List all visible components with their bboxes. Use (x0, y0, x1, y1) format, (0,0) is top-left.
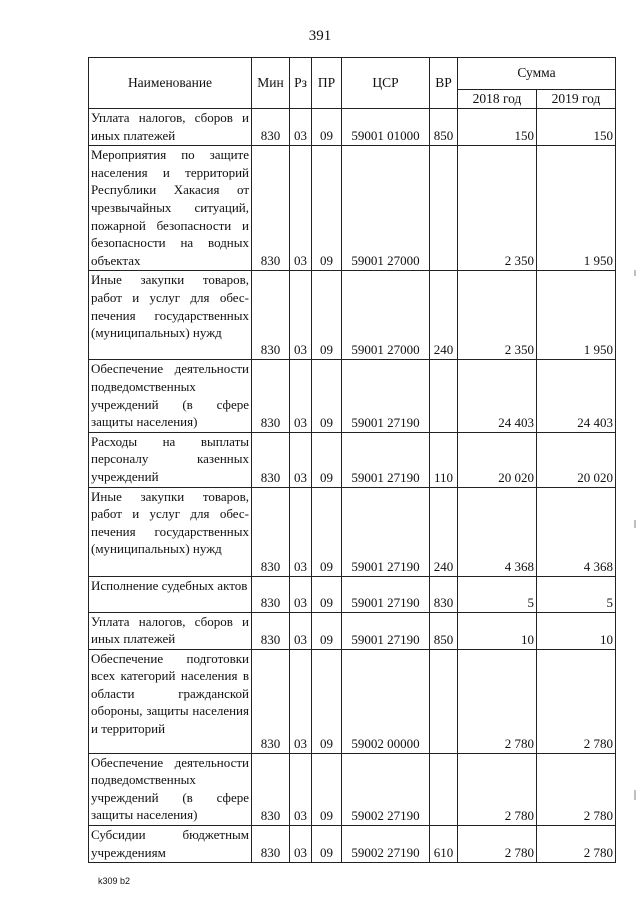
row-pr: 09 (312, 612, 342, 649)
row-2018: 2 780 (458, 649, 537, 753)
header-name: Наименование (89, 58, 252, 109)
row-rz: 03 (290, 649, 312, 753)
row-pr: 09 (312, 753, 342, 825)
row-csr: 59001 27190 (342, 432, 430, 487)
row-pr: 09 (312, 271, 342, 360)
row-2018: 10 (458, 612, 537, 649)
row-vr: 830 (430, 576, 458, 612)
table-row (89, 109, 616, 146)
row-csr: 59001 27190 (342, 487, 430, 576)
row-pr: 09 (312, 576, 342, 612)
header-min: Мин (252, 58, 290, 109)
row-name: Иные закупки товаров, работ и услуг для обеспечения государственных (муниципальных) нужд (89, 271, 252, 360)
row-2018: 2 350 (458, 271, 537, 360)
row-min: 830 (252, 753, 290, 825)
row-min: 830 (252, 649, 290, 753)
row-name: Обеспечение деятельности подведомственных учреждений (в сфере защиты населения) (89, 753, 252, 825)
row-name: Уплата налогов, сборов и иных платежей (89, 612, 252, 649)
row-min: 830 (252, 487, 290, 576)
header-vr: ВР (430, 58, 458, 109)
row-min: 830 (252, 576, 290, 612)
row-2019: 2 780 (537, 826, 616, 863)
row-rz: 03 (290, 487, 312, 576)
header-csr: ЦСР (342, 58, 430, 109)
row-2018: 20 020 (458, 432, 537, 487)
row-name: Исполнение судебных актов (89, 576, 252, 612)
row-csr: 59002 27190 (342, 826, 430, 863)
row-pr: 09 (312, 826, 342, 863)
row-2019: 20 020 (537, 432, 616, 487)
table-row (89, 753, 616, 825)
row-2018: 5 (458, 576, 537, 612)
row-csr: 59001 27190 (342, 360, 430, 432)
table-row (89, 576, 616, 612)
table-row (89, 146, 616, 271)
row-rz: 03 (290, 753, 312, 825)
scan-edge-mark (634, 520, 636, 528)
header-year-2019: 2019 год (537, 90, 616, 109)
row-pr: 09 (312, 432, 342, 487)
row-2019: 2 780 (537, 649, 616, 753)
row-vr (430, 753, 458, 825)
table-row (89, 649, 616, 753)
row-rz: 03 (290, 146, 312, 271)
table-row (89, 360, 616, 432)
row-name: Субсидии бюджетным учреждениям (89, 826, 252, 863)
row-csr: 59001 27190 (342, 612, 430, 649)
header-pr: ПР (312, 58, 342, 109)
row-csr: 59002 00000 (342, 649, 430, 753)
row-min: 830 (252, 360, 290, 432)
row-vr: 850 (430, 612, 458, 649)
row-min: 830 (252, 612, 290, 649)
scan-edge-mark (634, 270, 636, 276)
row-name: Мероприятия по защите населения и территорий Республики Хакасия от чрезвычайных ситуаций, пожарной безопасности и безопасности на водных объектах (89, 146, 252, 271)
row-min: 830 (252, 271, 290, 360)
table-row (89, 612, 616, 649)
row-2019: 24 403 (537, 360, 616, 432)
row-rz: 03 (290, 576, 312, 612)
header-rz: Рз (290, 58, 312, 109)
row-2019: 2 780 (537, 753, 616, 825)
row-2018: 2 350 (458, 146, 537, 271)
row-pr: 09 (312, 146, 342, 271)
row-min: 830 (252, 109, 290, 146)
row-pr: 09 (312, 360, 342, 432)
row-vr (430, 649, 458, 753)
header-year-2018: 2018 год (458, 90, 537, 109)
row-csr: 59001 27190 (342, 576, 430, 612)
row-min: 830 (252, 146, 290, 271)
row-2019: 10 (537, 612, 616, 649)
row-rz: 03 (290, 432, 312, 487)
row-name: Обеспечение подготовки всех категорий населения в области гражданской обороны, защиты населения и территорий (89, 649, 252, 753)
row-2018: 24 403 (458, 360, 537, 432)
row-csr: 59001 27000 (342, 271, 430, 360)
row-name: Уплата налогов, сборов и иных платежей (89, 109, 252, 146)
table-row (89, 271, 616, 360)
row-rz: 03 (290, 109, 312, 146)
scan-edge-mark (634, 790, 636, 800)
budget-table (88, 57, 616, 863)
row-vr (430, 146, 458, 271)
row-vr: 610 (430, 826, 458, 863)
row-csr: 59001 27000 (342, 146, 430, 271)
row-min: 830 (252, 826, 290, 863)
row-pr: 09 (312, 487, 342, 576)
table-row (89, 432, 616, 487)
table-header (89, 58, 616, 109)
row-pr: 09 (312, 109, 342, 146)
row-2019: 1 950 (537, 146, 616, 271)
row-min: 830 (252, 432, 290, 487)
row-name: Расходы на выплаты персоналу казенных учреждений (89, 432, 252, 487)
row-rz: 03 (290, 612, 312, 649)
page-number: 391 (308, 28, 332, 44)
row-2019: 5 (537, 576, 616, 612)
row-name: Иные закупки товаров, работ и услуг для обеспечения государственных (муниципальных) нужд (89, 487, 252, 576)
row-2019: 4 368 (537, 487, 616, 576)
header-sum: Сумма (458, 58, 616, 90)
row-vr (430, 360, 458, 432)
row-vr: 240 (430, 487, 458, 576)
row-2018: 150 (458, 109, 537, 146)
table-row (89, 487, 616, 576)
row-rz: 03 (290, 360, 312, 432)
row-rz: 03 (290, 826, 312, 863)
row-pr: 09 (312, 649, 342, 753)
row-2018: 2 780 (458, 826, 537, 863)
footer-code: k309 b2 (98, 876, 131, 886)
row-vr: 110 (430, 432, 458, 487)
row-2018: 2 780 (458, 753, 537, 825)
row-2019: 1 950 (537, 271, 616, 360)
row-vr: 850 (430, 109, 458, 146)
row-name: Обеспечение деятельности подведомственных учреждений (в сфере защиты населения) (89, 360, 252, 432)
table-row (89, 826, 616, 863)
row-rz: 03 (290, 271, 312, 360)
row-csr: 59002 27190 (342, 753, 430, 825)
row-csr: 59001 01000 (342, 109, 430, 146)
row-vr: 240 (430, 271, 458, 360)
row-2018: 4 368 (458, 487, 537, 576)
row-2019: 150 (537, 109, 616, 146)
